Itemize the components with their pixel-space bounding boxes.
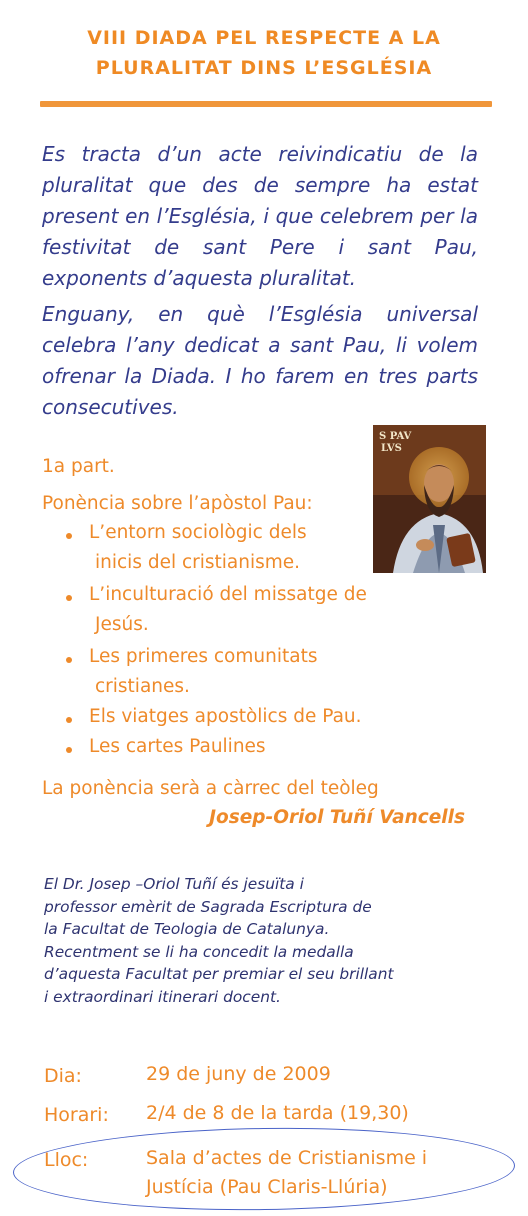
time-value: 2/4 de 8 de la tarda (19,30)	[146, 1102, 409, 1124]
bullet-icon	[66, 747, 78, 753]
day-label: Dia:	[44, 1065, 82, 1087]
topic-item: Les cartes Paulines	[89, 736, 266, 757]
place-value-line-1: Sala d’actes de Cristianisme i	[146, 1147, 428, 1169]
topic-item: Les primeres comunitats cristianes.	[89, 646, 318, 697]
lecture-heading: Ponència sobre l’apòstol Pau:	[42, 493, 313, 514]
speaker-intro: La ponència serà a càrrec del teòleg	[42, 778, 379, 799]
painting-inscription: S PAV LVS	[379, 431, 412, 454]
place-value-line-2: Justícia (Pau Claris-Llúria)	[146, 1176, 388, 1198]
title-divider	[40, 101, 492, 107]
title-line-1: VIII DIADA PEL RESPECTE A LA	[87, 27, 441, 49]
bio-line: professor emèrit de Sagrada Escriptura de	[44, 897, 372, 916]
bullet-icon	[66, 657, 78, 663]
place-highlight-oval	[12, 1124, 515, 1213]
part-label: 1a part.	[42, 456, 115, 477]
bullet-icon	[66, 533, 78, 539]
bio-line: Recentment se li ha concedit la medalla	[44, 942, 354, 961]
bio-line: El Dr. Josep –Oriol Tuñí és jesuïta i	[44, 875, 304, 893]
bio-line: la Facultat de Teologia de Catalunya.	[44, 920, 330, 938]
topic-item: L’entorn sociològic dels inicis del cristianisme.	[89, 522, 307, 573]
page-title	[0, 23, 528, 83]
bullet-icon	[66, 717, 78, 723]
intro-paragraph-2: Enguany, en què l’Església universal celebra l’any dedicat a sant Pau, li volem ofrenar la Diada. I ho farem en tres parts consecutives.	[42, 302, 478, 419]
speaker-name: Josep-Oriol Tuñí Vancells	[209, 807, 465, 828]
bio-line: i extraordinari itinerari docent.	[44, 987, 281, 1006]
bullet-icon	[66, 595, 78, 601]
bio-line: d’aquesta Facultat per premiar el seu brillant	[44, 965, 394, 983]
speaker-bio	[44, 873, 484, 1008]
place-label: Lloc:	[44, 1149, 89, 1171]
day-value: 29 de juny de 2009	[146, 1063, 331, 1085]
topic-item: L’inculturació del missatge de Jesús.	[89, 584, 367, 635]
title-line-2: PLURALITAT DINS L’ESGLÉSIA	[95, 57, 433, 79]
topic-item: Els viatges apostòlics de Pau.	[89, 706, 362, 727]
intro-paragraph-1: Es tracta d’un acte reivindicatiu de la pluralitat que des de sempre ha estat present en l’Església, i que celebrem per la festivitat de sant Pere i sant Pau, exponents d’aquesta pluralitat.	[42, 142, 478, 290]
time-label: Horari:	[44, 1104, 109, 1126]
